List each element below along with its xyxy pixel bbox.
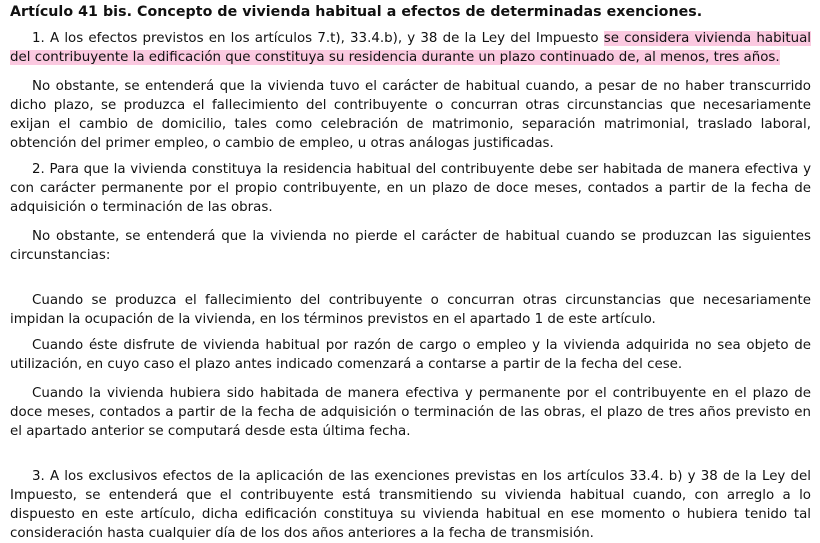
paragraph-1-exception: No obstante, se entenderá que la vivienda tuvo el carácter de habitual cuando, a pesar de no haber transcurrido dicho plazo, se produzca el fallecimiento del contribuyente o concurran otras circunstancias que necesariamente exijan el cambio de domicilio, tales como celebración de matrimonio, separación matrimonial, traslado laboral, obtención del primer empleo, o cambio de empleo, u otras análogas justificadas.	[10, 79, 811, 151]
paragraph-1-text: 1. A los efectos previstos en los artículos 7.t), 33.4.b), y 38 de la Ley del Impuesto	[32, 31, 604, 46]
highlighted-text: se considera vivienda habitual del contribuyente la edificación que constituya su residencia durante un plazo continuado de, al menos, tres años.	[10, 31, 812, 65]
paragraph-1	[10, 29, 811, 67]
paragraph-2: 2. Para que la vivienda constituya la residencia habitual del contribuyente debe ser habitada de manera efectiva y con carácter permanente por el propio contribuyente, en un plazo de doce meses, contados a partir de la fecha de adquisición o terminación de las obras.	[10, 162, 811, 215]
circumstance-1: Cuando se produzca el fallecimiento del contribuyente o concurran otras circunstancias que necesariamente impidan la ocupación de la vivienda, en los términos previstos en el apartado 1 de este artículo.	[10, 293, 811, 327]
article-title: Artículo 41 bis. Concepto de vivienda habitual a efectos de determinadas exenciones.	[10, 4, 703, 20]
circumstance-3: Cuando la vivienda hubiera sido habitada de manera efectiva y permanente por el contribuyente en el plazo de doce meses, contados a partir de la fecha de adquisición o terminación de las obras, el plazo de tres años previsto en el apartado anterior se computará desde esta última fecha.	[10, 386, 811, 439]
paragraph-3: 3. A los exclusivos efectos de la aplicación de las exenciones previstas en los artículos 33.4. b) y 38 de la Ley del Impuesto, se entenderá que el contribuyente está transmitiendo su vivienda habitual cuando, con arreglo a lo dispuesto en este artículo, dicha edificación constituya su vivienda habitual en ese momento o hubiera tenido tal consideración hasta cualquier día de los dos años anteriores a la fecha de transmisión.	[10, 469, 811, 541]
paragraph-2-exception: No obstante, se entenderá que la vivienda no pierde el carácter de habitual cuando se produzcan las siguientes circunstancias:	[10, 229, 811, 263]
circumstance-2: Cuando éste disfrute de vivienda habitual por razón de cargo o empleo y la vivienda adquirida no sea objeto de utilización, en cuyo caso el plazo antes indicado comenzará a contarse a partir de la fecha del cese.	[10, 338, 811, 372]
